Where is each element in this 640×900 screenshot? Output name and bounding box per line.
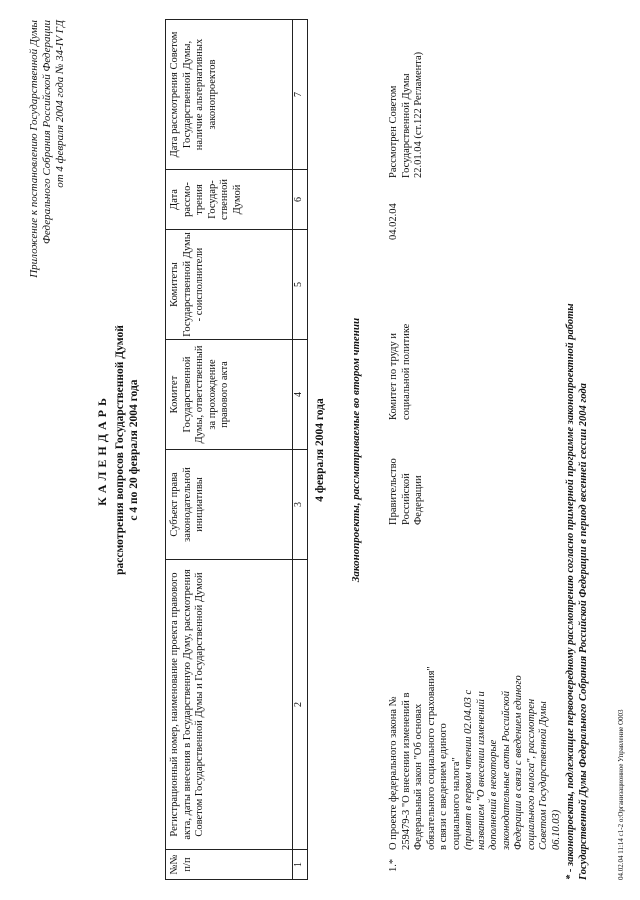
header-cell: Дата рассмотрения Советом Государственной Думы, наличие альтернативных законопроектов <box>166 20 293 170</box>
appendix-line: Приложение к постановлению Государственной Думы <box>28 20 40 278</box>
header-cell: №№ п/п <box>166 850 293 880</box>
appendix-note <box>28 20 67 300</box>
appendix-line: Федерального Собрания Российской Федерации <box>41 20 53 244</box>
bill-title: О проекте федерального закона № 259479-3 "О внесении изменений в Федеральный закон "Об основах обязательного социального страхования" в связи с введением единого социального налога" <box>388 666 462 850</box>
column-number: 2 <box>293 560 308 850</box>
footnote <box>565 20 590 880</box>
footnote-line: * - законопроекты, подлежащие первоочередному рассмотрению согласно примерной программе законопроектной работы <box>565 303 576 880</box>
header-cell: Регистрационный номер, наименование проекта правового акта, даты внесения в Государственную Думу, рассмотрения Советом Государственной Думы и Государственной Думой <box>166 560 293 850</box>
subtitle-line: рассмотрения вопросов Государственной Думой <box>114 325 126 575</box>
initiative-subject: Правительство Российской Федерации <box>388 458 424 525</box>
subtitle-line: с 4 по 20 февраля 2004 года <box>128 379 140 521</box>
table-header-row <box>166 20 293 880</box>
document-title: КАЛЕНДАРЬ <box>95 394 109 506</box>
header-cell: Дата рассмо-трения Государ-ственной Думой <box>166 170 293 230</box>
footer-code: 04.02.04 11:14 с1-2 о:Организационное Управление О003 <box>617 709 625 880</box>
column-number: 1 <box>293 850 308 880</box>
column-number: 5 <box>293 230 308 340</box>
column-number: 7 <box>293 20 308 170</box>
column-number: 6 <box>293 170 308 230</box>
bill-description <box>388 665 563 850</box>
header-cell: Субъект права законодательной инициативы <box>166 450 293 560</box>
appendix-line: от 4 февраля 2004 года № 34-IV ГД <box>54 20 66 188</box>
column-number: 3 <box>293 450 308 560</box>
council-review-note: Рассмотрен Советом Государственной Думы 22.01.04 (ст.122 Регламента) <box>388 51 424 178</box>
footnote-line: Государственной Думы Федерального Собрания Российской Федерации в период весенней сессии 2004 года <box>577 383 589 880</box>
document-subtitle <box>113 0 141 900</box>
section-heading: Законопроекты, рассматриваемые во втором чтении <box>350 317 362 583</box>
bill-status-note: (принят в первом чтении 02.04.03 с названием "О внесении изменений и дополнений в некоторые законодательные акты Российской Федерации в связи с введением единого социального налога", рассмотрен Советом Государственной Думы 06.10.03) <box>463 675 562 850</box>
header-cell: Комитет Государственной Думы, ответственный за прохождение правового акта <box>166 340 293 450</box>
row-number: 1.* <box>388 858 399 872</box>
date-heading: 4 февраля 2004 года <box>314 398 326 502</box>
duma-review-date: 04.02.04 <box>388 203 399 240</box>
responsible-committee: Комитет по труду и социальной политике <box>388 323 412 420</box>
calendar-table <box>165 19 308 880</box>
header-cell: Комитеты Государственной Думы - соисполнители <box>166 230 293 340</box>
column-number: 4 <box>293 340 308 450</box>
column-number-row <box>293 20 308 880</box>
